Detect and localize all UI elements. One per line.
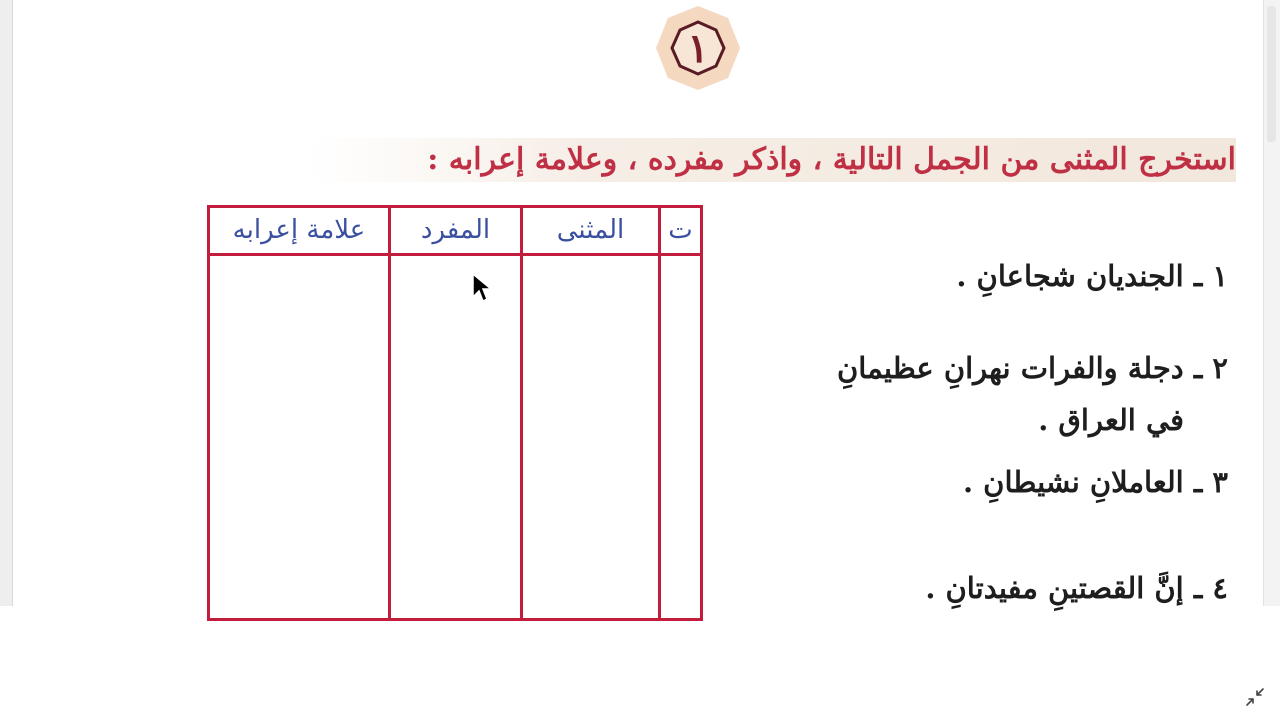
sentence-2: ٢ ـ دجلة والفرات نهرانِ عظيمانِ [836, 351, 1228, 385]
table-divider [388, 205, 391, 621]
left-gutter [0, 0, 13, 606]
exercise-instruction: استخرج المثنى من الجمل التالية ، واذكر مفرده ، وعلامة إعرابه : [310, 138, 1236, 182]
mouse-cursor-icon [471, 272, 493, 304]
scrollbar-thumb[interactable] [1267, 6, 1276, 142]
answer-table [207, 205, 703, 621]
exercise-number-badge [654, 4, 742, 92]
sentence-3: ٣ ـ العاملانِ نشيطانِ . [962, 465, 1228, 499]
header-dual: المثنى [556, 215, 625, 245]
table-divider [520, 205, 523, 621]
sentence-1: ١ ـ الجنديان شجاعانِ . [956, 259, 1228, 293]
scrollbar[interactable] [1263, 0, 1280, 606]
header-number: ت [668, 215, 693, 245]
exercise-number: ١ [687, 25, 709, 72]
header-case-mark: علامة إعرابه [232, 215, 366, 245]
table-header-divider [207, 253, 703, 256]
header-singular: المفرد [420, 215, 491, 245]
sentence-4: ٤ ـ إنَّ القصتينِ مفيدتانِ . [925, 571, 1228, 605]
sentence-2-continued: في العراق . [1038, 403, 1184, 437]
exit-fullscreen-icon[interactable] [1244, 686, 1266, 708]
table-divider [658, 205, 661, 621]
